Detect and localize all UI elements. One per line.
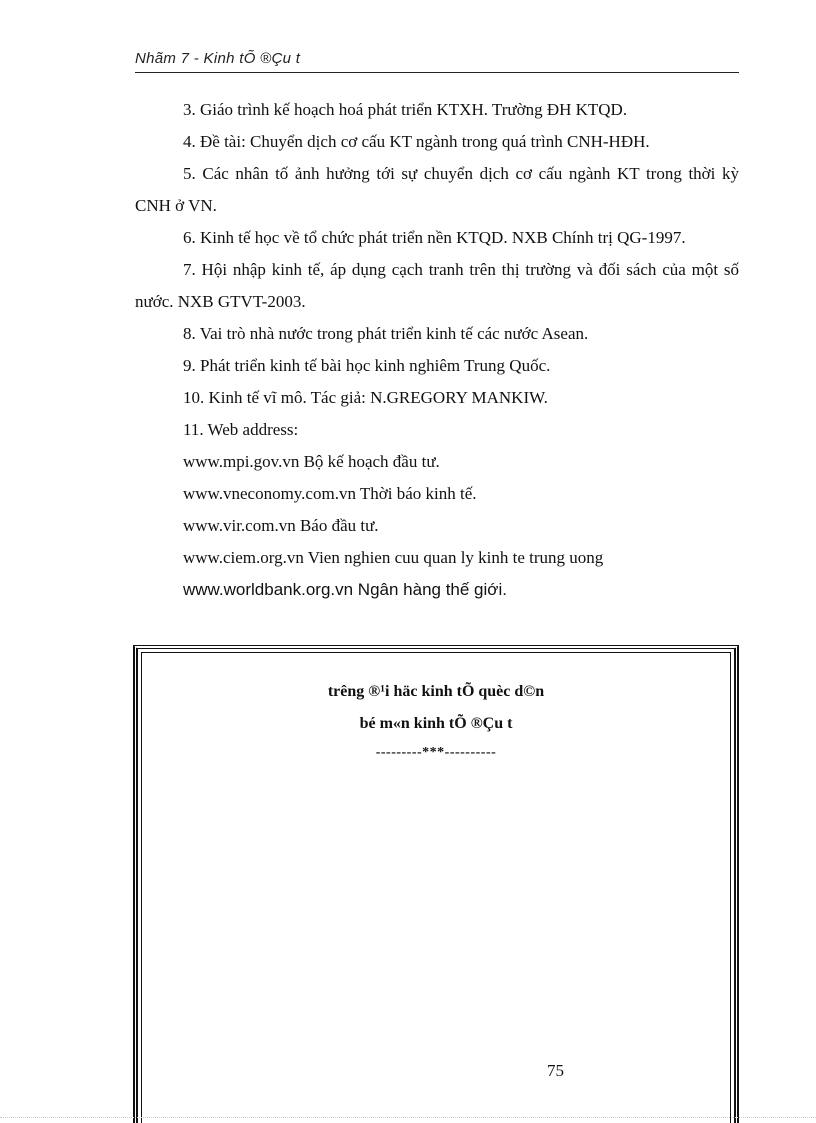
page-bottom-edge xyxy=(0,1117,816,1120)
web-address-item: www.ciem.org.vn Vien nghien cuu quan ly kinh te trung uong xyxy=(183,548,604,567)
web-address-item: www.vneconomy.com.vn Thời báo kinh tế. xyxy=(183,484,477,503)
reference-item: 4. Đề tài: Chuyển dịch cơ cấu KT ngành trong quá trình CNH-HĐH. xyxy=(183,132,650,151)
reference-item: 9. Phát triển kinh tế bài học kinh nghiêm Trung Quốc. xyxy=(183,356,551,375)
web-address-item: www.worldbank.org.vn Ngân hàng thế giới. xyxy=(183,580,507,599)
reference-list xyxy=(135,94,739,606)
web-address-item: www.vir.com.vn Báo đầu tư. xyxy=(183,516,379,535)
reference-item: 8. Vai trò nhà nước trong phát triển kinh tế các nước Asean. xyxy=(183,324,589,343)
divider-ornament: ---------***---------- xyxy=(375,745,497,760)
page-header xyxy=(135,50,739,73)
page-number: 75 xyxy=(547,1061,564,1080)
reference-item: 10. Kinh tế vĩ mô. Tác giả: N.GREGORY MANKIW. xyxy=(183,388,548,407)
reference-item: 11. Web address: xyxy=(183,420,299,439)
web-address-item: www.mpi.gov.vn Bộ kế hoạch đầu tư. xyxy=(183,452,440,471)
header-text: Nhãm 7 - Kinh tÕ ®Çu t xyxy=(135,50,301,67)
department-title: bé m«n kinh tÕ ®Çu t xyxy=(359,715,513,732)
reference-item: 7. Hội nhập kinh tế, áp dụng cạch tranh trên thị trường và đối sách của một số nước. NXB GTVT-2003. xyxy=(135,260,739,311)
reference-item: 6. Kinh tế học về tổ chức phát triển nền KTQD. NXB Chính trị QG-1997. xyxy=(183,228,686,247)
university-title: trêng ®¹i häc kinh tÕ quèc d©n xyxy=(327,683,545,700)
cover-page-frame xyxy=(133,645,739,1123)
reference-item: 3. Giáo trình kế hoạch hoá phát triển KTXH. Trường ĐH KTQD. xyxy=(183,100,628,119)
cover-page-inner-border xyxy=(141,652,731,1123)
reference-item: 5. Các nhân tố ảnh hưởng tới sự chuyển dịch cơ cấu ngành KT trong thời kỳ CNH ở VN. xyxy=(135,164,739,215)
